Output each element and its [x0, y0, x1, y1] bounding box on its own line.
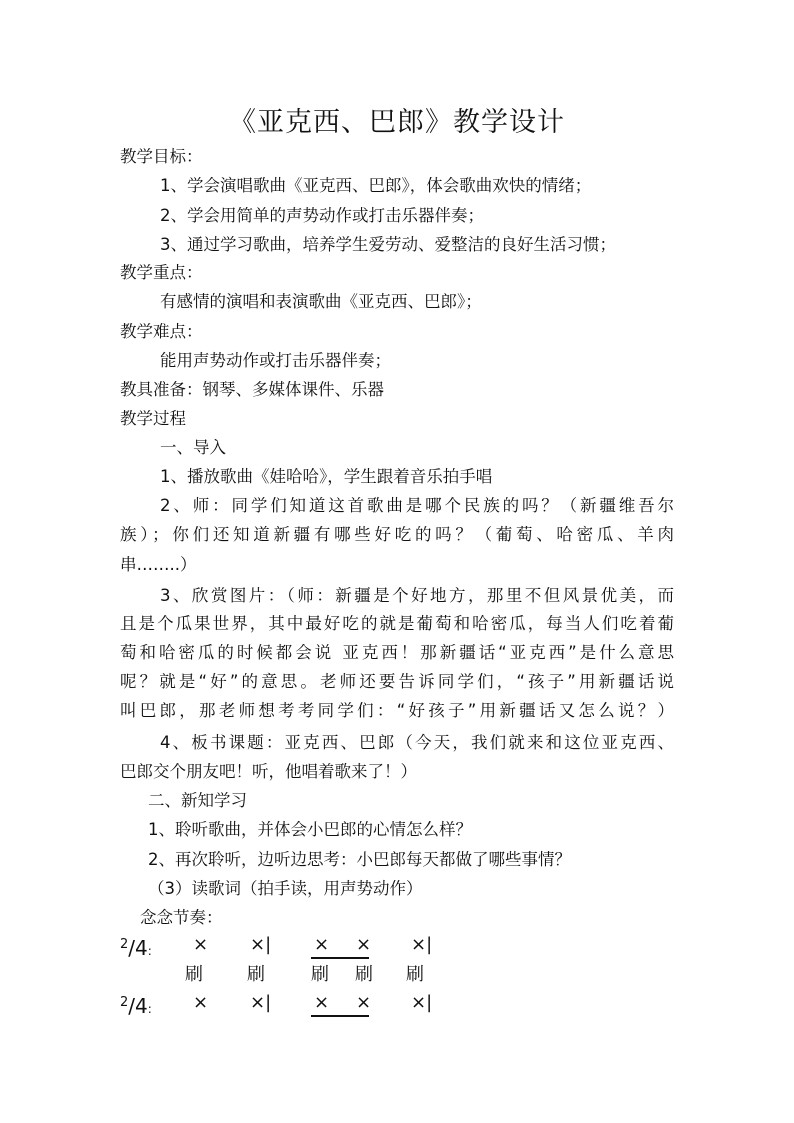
rhythm-note: ×|: [250, 934, 272, 955]
rhythm-word: 刷: [185, 964, 203, 985]
key-point-text: 有感情的演唱和表演歌曲《亚克西、巴郎》；: [160, 292, 482, 311]
section-new-learning-heading: 二、新知学习: [148, 791, 247, 810]
rhythm-note: ×|: [411, 934, 433, 955]
rhythm-note: ×: [314, 992, 330, 1013]
time-signature-row-2: $^2$/4:: [120, 994, 152, 1018]
goal-item-1: 1、学会演唱歌曲《亚克西、巴郎》，体会歌曲欢快的情绪；: [160, 176, 592, 195]
rhythm-note: ×: [193, 934, 209, 955]
new-learning-step-3: （3）读歌词（拍手读，用声势动作）: [148, 879, 423, 898]
rhythm-note: ×|: [411, 992, 433, 1013]
intro-step-2-line-1: 2、师：同学们知道这首歌曲是哪个民族的吗？（新疆维吾尔: [160, 496, 674, 515]
key-point-heading: 教学重点：: [120, 263, 203, 282]
difficulty-heading: 教学难点：: [120, 322, 203, 341]
rhythm-note: ×|: [250, 992, 272, 1013]
rhythm-heading: 念念节奏：: [140, 908, 223, 927]
intro-step-4-line-2: 巴郎交个朋友吧！听，他唱着歌来了！）: [120, 762, 417, 781]
goal-item-3: 3、通过学习歌曲，培养学生爱劳动、爱整洁的良好生活习惯；: [160, 235, 616, 254]
intro-step-2-line-2: 族）；你们还知道新疆有哪些好吃的吗？（葡萄、哈密瓜、羊肉: [120, 525, 674, 544]
intro-step-3-line-2: 且是个瓜果世界，其中最好吃的就是葡萄和哈密瓜，每当人们吃着葡: [120, 614, 674, 633]
rhythm-word: 刷: [247, 964, 265, 985]
process-heading: 教学过程: [120, 409, 186, 428]
new-learning-step-1: 1、聆听歌曲，并体会小巴郎的心情怎么样？: [148, 820, 472, 839]
eighth-note-beam: [311, 957, 369, 959]
rhythm-note: ×: [314, 934, 330, 955]
eighth-note-beam: [311, 1015, 369, 1017]
document-title: 《亚克西、巴郎》教学设计: [229, 107, 565, 138]
rhythm-word: 刷: [406, 964, 424, 985]
goal-item-2: 2、学会用简单的声势动作或打击乐器伴奏；: [160, 206, 484, 225]
difficulty-text: 能用声势动作或打击乐器伴奏；: [160, 351, 391, 370]
intro-step-3-line-5: 叫巴郎，那老师想考考同学们：“好孩子”用新疆话又怎么说？）: [120, 701, 674, 720]
rhythm-note: ×: [356, 992, 372, 1013]
rhythm-note: ×: [193, 992, 209, 1013]
new-learning-step-2: 2、再次聆听，边听边思考：小巴郎每天都做了哪些事情？: [148, 850, 571, 869]
intro-step-4-line-1: 4、板书课题：亚克西、巴郎（今天，我们就来和这位亚克西、: [160, 733, 674, 752]
intro-step-2-line-3: 串……..）: [120, 555, 197, 574]
rhythm-word: 刷: [311, 964, 329, 985]
rhythm-note: ×: [356, 934, 372, 955]
materials-line: 教具准备：钢琴、多媒体课件、乐器: [120, 380, 384, 399]
time-signature-row-1: $^2$/4:: [120, 936, 152, 960]
section-intro-heading: 一、导入: [160, 438, 226, 457]
intro-step-3-line-1: 3、欣赏图片：（师：新疆是个好地方，那里不但风景优美，而: [160, 586, 674, 605]
intro-step-3-line-4: 呢？就是“好”的意思。老师还要告诉同学们，“孩子”用新疆话说: [120, 672, 674, 691]
intro-step-1: 1、播放歌曲《娃哈哈》，学生跟着音乐拍手唱: [160, 467, 493, 486]
goals-heading: 教学目标：: [120, 147, 203, 166]
intro-step-3-line-3: 萄和哈密瓜的时候都会说 亚克西！那新疆话“亚克西”是什么意思: [120, 643, 674, 662]
rhythm-word: 刷: [355, 964, 373, 985]
